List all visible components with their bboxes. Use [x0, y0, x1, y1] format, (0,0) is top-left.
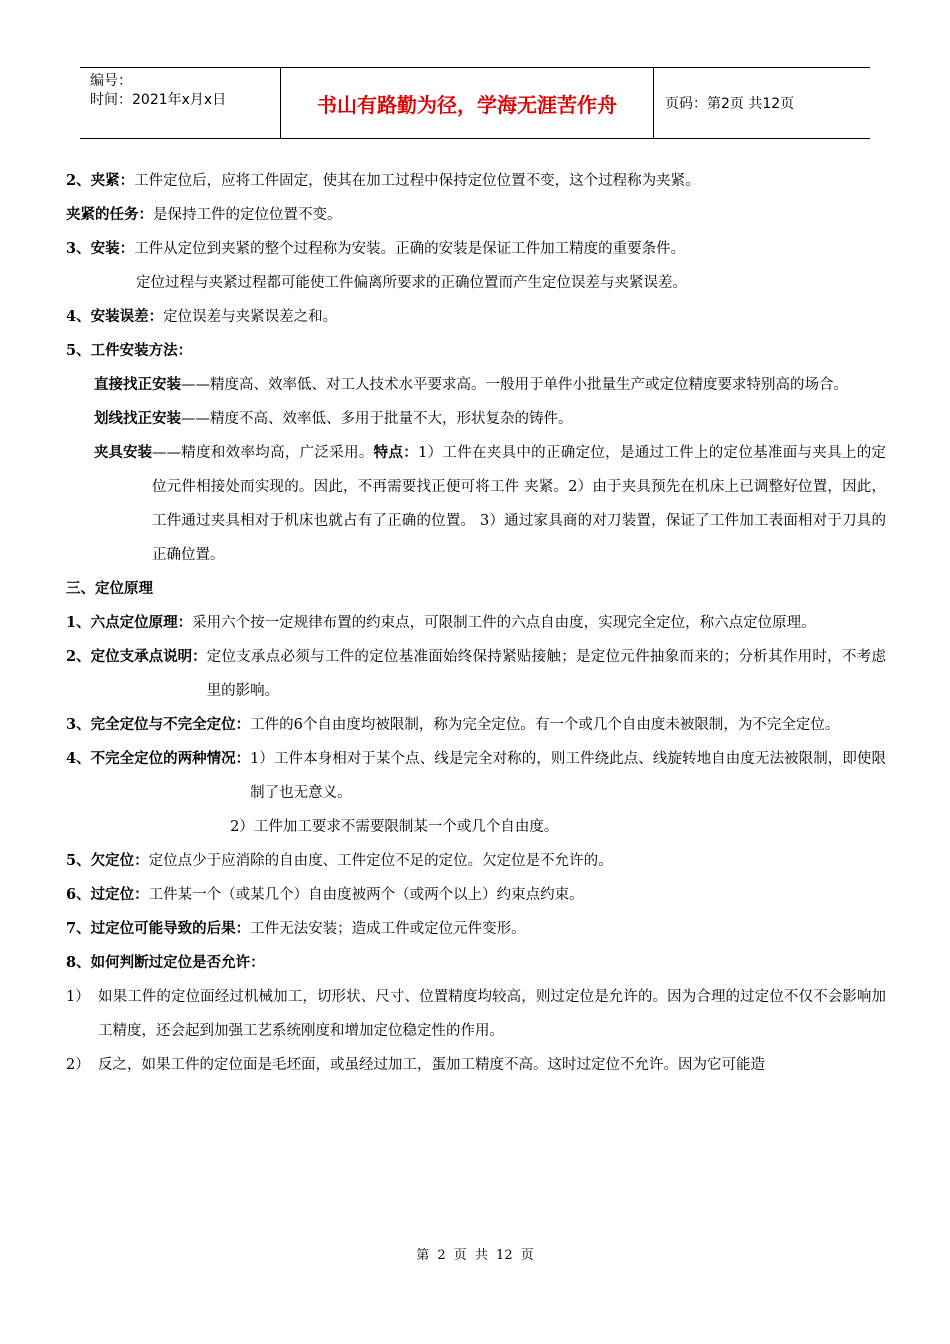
para-install-error: 4、安装误差：定位误差与夹紧误差之和。 [66, 308, 338, 325]
header-motto: 书山有路勤为径，学海无涯苦作舟 [281, 68, 654, 138]
doc-date: 时间：2021年x月x日 [90, 92, 227, 108]
header-page-info: 页码：第2页 共12页 [665, 96, 795, 112]
document-body [66, 164, 886, 1082]
doc-number-label: 编号： [90, 73, 132, 89]
principle-incomplete-cases: 4、不完全定位的两种情况： 1）工件本身相对于某个点、线是完全对称的，则工件绕此点、线旋转地自由度无法被限制，即使限制了也无意义。 2）工件加工要求不需要限制某一个或几个自由度。 [66, 750, 886, 835]
principle-complete-positioning: 3、完全定位与不完全定位： 工件的6个自由度均被限制，称为完全定位。有一个或几个自由度未被限制，为不完全定位。 [66, 716, 840, 733]
method-line-alignment: 划线找正安装——精度不高、效率低、多用于批量不大，形状复杂的铸件。 [94, 410, 573, 427]
judge-item-1: 1） 如果工件的定位面经过机械加工，切形状、尺寸、位置精度均较高，则过定位是允许的。因为合理的过定位不仅不会影响加工精度，还会起到加强工艺系统刚度和增加定位稳定性的作用。 [66, 989, 886, 1039]
para-clamping-task: 夹紧的任务：是保持工件的定位位置不变。 [66, 206, 342, 223]
header-left-cell [80, 68, 281, 138]
principle-six-point: 1、六点定位原理： 采用六个按一定规律布置的约束点，可限制工件的六点自由度，实现完全定位，称六点定位原理。 [66, 614, 816, 631]
principle-over-consequences: 7、过定位可能导致的后果：工件无法安装；造成工件或定位元件变形。 [66, 920, 526, 937]
section-heading-3: 三、定位原理 [66, 580, 153, 597]
para-error-note: 定位过程与夹紧过程都可能使工件偏离所要求的正确位置而产生定位误差与夹紧误差。 [136, 275, 687, 291]
method-fixture: 夹具安装 ——精度和效率均高，广泛采用。特点：1）工件在夹具中的正确定位，是通过工件上的定位基准面与夹具上的定位元件相接处而实现的。因此，不再需要找正便可将工件 夹紧。2）由于夹具预先在机床上已调整好位置，因此，工件通过夹具相对于机床也就占有了正确的位置。 3）通过家具商的对刀装置，保证了工件加工表面相对于刀具的正确位置。 [94, 444, 887, 563]
page-header [80, 67, 870, 139]
page-footer: 第 2 页 共 12 页 [416, 1248, 534, 1263]
para-install-methods: 5、工件安装方法： [66, 342, 193, 359]
principle-under-positioning: 5、欠定位：定位点少于应消除的自由度、工件定位不足的定位。欠定位是不允许的。 [66, 852, 613, 869]
principle-support-points: 2、定位支承点说明： 定位支承点必须与工件的定位基准面始终保持紧贴接触；是定位元件抽象而来的；分析其作用时，不考虑里的影响。 [66, 648, 886, 699]
para-clamping: 2、夹紧：工件定位后，应将工件固定，使其在加工过程中保持定位位置不变，这个过程称为夹紧。 [66, 172, 700, 189]
method-direct-alignment: 直接找正安装 ——精度高、效率低、对工人技术水平要求高。一般用于单件小批量生产或定位精度要求特别高的场合。 [94, 376, 848, 393]
principle-judge-heading: 8、如何判断过定位是否允许： [66, 954, 265, 971]
judge-item-2: 2） 反之，如果工件的定位面是毛坯面，或虽经过加工，蛋加工精度不高。这时过定位不允许。因为它可能造 [66, 1057, 765, 1073]
para-installation: 3、安装：工件从定位到夹紧的整个过程称为安装。正确的安装是保证工件加工精度的重要条件。 [66, 240, 686, 257]
principle-over-positioning: 6、过定位：工件某一个（或某几个）自由度被两个（或两个以上）约束点约束。 [66, 886, 584, 903]
